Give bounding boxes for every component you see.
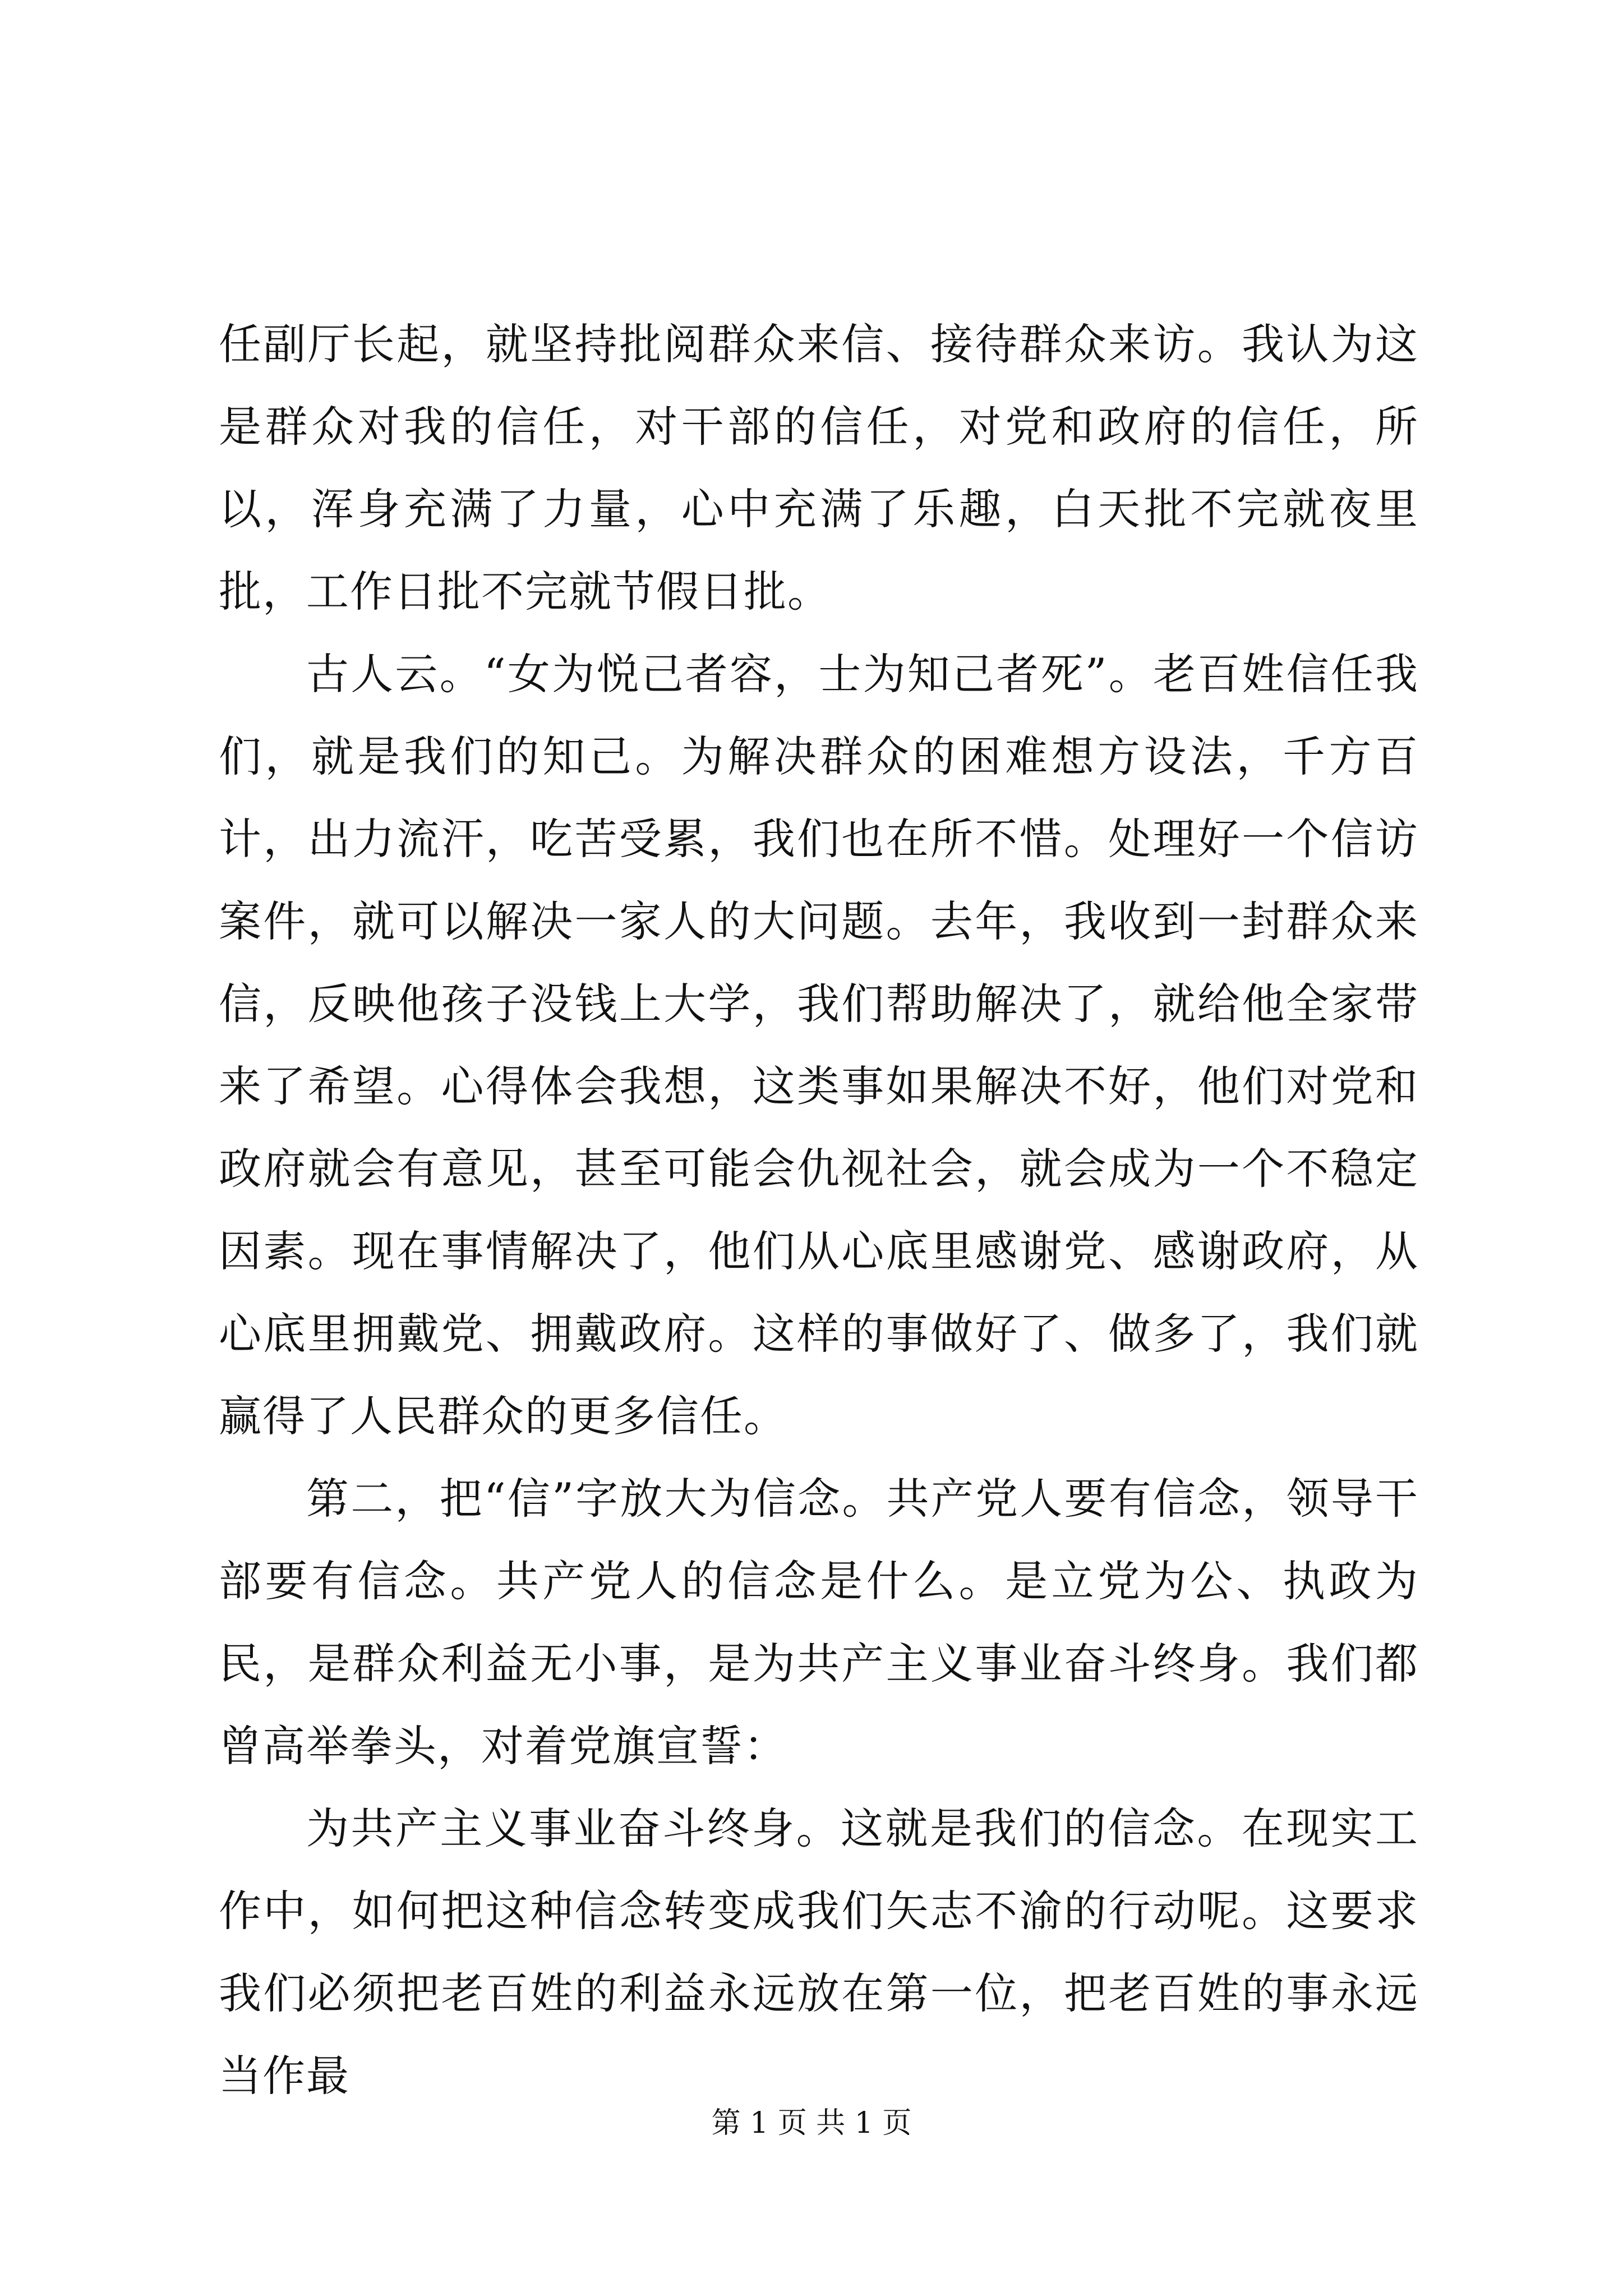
page-number-footer: 第 1 页 共 1 页 — [711, 2106, 912, 2140]
paragraph-1: 任副厅长起，就坚持批阅群众来信、接待群众来访。我认为这是群众对我的信任，对干部的信任，对党和政府的信任，所以，浑身充满了力量，心中充满了乐趣，白天批不完就夜里批，工作日批不完就节假日批。 — [219, 319, 1419, 616]
paragraph-3: 第二，把“信”字放大为信念。共产党人要有信念，领导干部要有信念。共产党人的信念是什么。是立党为公、执政为民，是群众利益无小事，是为共产主义事业奋斗终身。我们都曾高举拳头，对着党旗宣誓： — [219, 1474, 1419, 1771]
paragraph-4: 为共产主义事业奋斗终身。这就是我们的信念。在现实工作中，如何把这种信念转变成我们矢志不渝的行动呢。这要求我们必须把老百姓的利益永远放在第一位，把老百姓的事永远当作最 — [219, 1803, 1419, 2101]
paragraph-2: 古人云。“女为悦己者容，士为知己者死”。老百姓信任我们，就是我们的知己。为解决群众的困难想方设法，千方百计，出力流汗，吃苦受累，我们也在所不惜。处理好一个信访案件，就可以解决一家人的大问题。去年，我收到一封群众来信，反映他孩子没钱上大学，我们帮助解决了，就给他全家带来了希望。心得体会我想，这类事如果解决不好，他们对党和政府就会有意见，甚至可能会仇视社会，就会成为一个不稳定因素。现在事情解决了，他们从心底里感谢党、感谢政府，从心底里拥戴党、拥戴政府。这样的事做好了、做多了，我们就赢得了人民群众的更多信任。 — [219, 649, 1419, 1441]
document-body — [219, 303, 1419, 2117]
